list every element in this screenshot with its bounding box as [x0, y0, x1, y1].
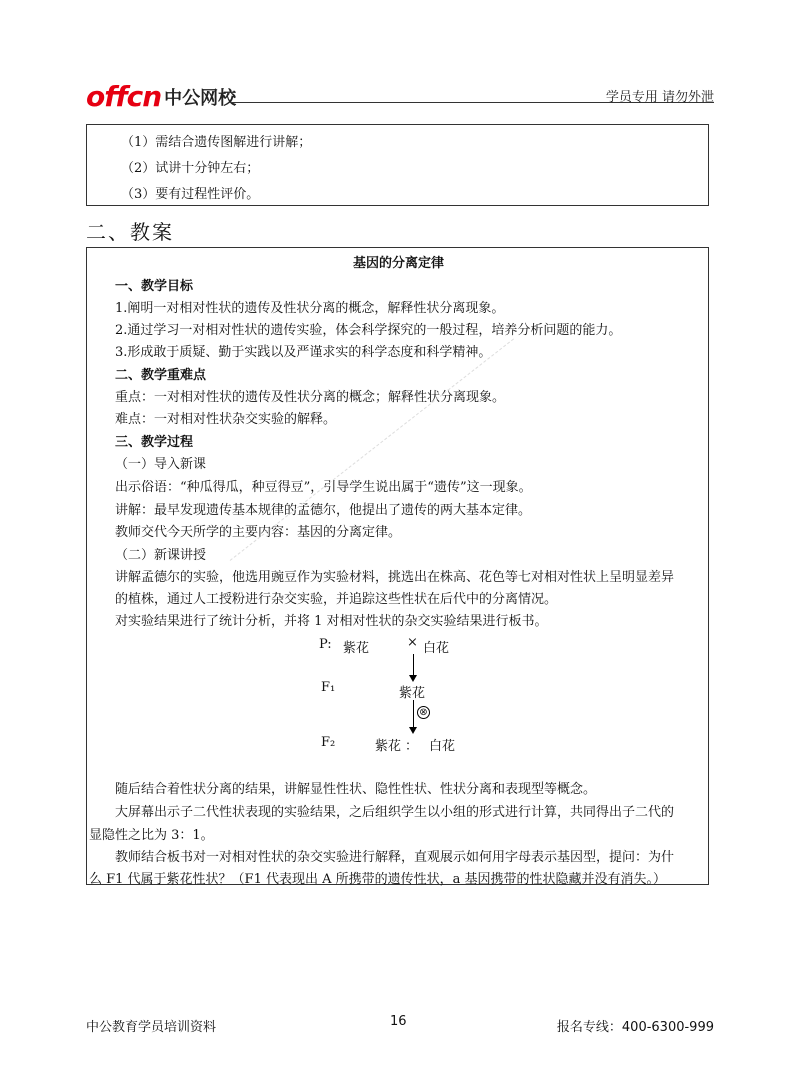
brand-logo	[86, 80, 236, 114]
p-label: P:	[319, 637, 332, 652]
lesson-plan-box	[86, 247, 709, 885]
f1-label: F₁	[321, 680, 336, 695]
selfing-arrow-head	[409, 727, 417, 734]
heading-process: 三、教学过程	[115, 435, 194, 450]
cross-arrow-head	[409, 675, 417, 682]
footer-hotline: 报名专线：400-6300-999	[556, 1020, 714, 1035]
requirement-item: （2）试讲十分钟左右；	[121, 161, 260, 176]
cross-symbol: ×	[407, 635, 418, 650]
footer-left: 中公教育学员培训资料	[86, 1020, 217, 1035]
f2-label: F₂	[321, 735, 336, 750]
requirement-item: （3）要有过程性评价。	[121, 187, 260, 202]
paragraph: 教师交代今天所学的主要内容：基因的分离定律。	[115, 525, 402, 540]
key-point: 重点：一对相对性状的遗传及性状分离的概念；解释性状分离现象。	[115, 390, 506, 405]
logo-text: offcn	[86, 80, 162, 113]
difficult-point: 难点：一对相对性状杂交实验的解释。	[115, 412, 337, 427]
heading-goals: 一、教学目标	[115, 279, 194, 294]
paragraph: 出示俗语：“种瓜得瓜，种豆得豆”，引导学生说出属于“遗传”这一现象。	[115, 480, 532, 495]
paragraph: 对实验结果进行了统计分析，并将 1 对相对性状的杂交实验结果进行板书。	[115, 614, 548, 629]
page-number: 16	[390, 1014, 407, 1029]
lesson-title: 基因的分离定律	[352, 256, 444, 271]
paragraph: 大屏幕出示子二代性状表现的实验结果，之后组织学生以小组的形式进行计算，共同得出子二代的	[115, 805, 675, 820]
header-notice: 学员专用 请勿外泄	[605, 90, 714, 105]
goal-item: 1.阐明一对相对性状的遗传及性状分离的概念，解释性状分离现象。	[115, 301, 505, 316]
cross-arrow-line	[413, 654, 414, 676]
subheading-intro: （一）导入新课	[115, 457, 207, 472]
paragraph: 讲解：最早发现遗传基本规律的孟德尔，他提出了遗传的两大基本定律。	[115, 503, 532, 518]
f1-purple: 紫花	[399, 686, 426, 701]
paragraph-continued: 的植株，通过人工授粉进行杂交实验，并追踪这些性状在后代中的分离情况。	[115, 592, 558, 607]
paragraph: 教师结合板书对一对相对性状的杂交实验进行解释，直观展示如何用字母表示基因型，提问：为什	[115, 850, 675, 865]
paragraph: 讲解孟德尔的实验，他选用豌豆作为实验材料，挑选出在株高、花色等七对相对性状上呈明显差异	[115, 570, 675, 585]
paragraph: 随后结合着性状分离的结果，讲解显性性状、隐性性状、性状分离和表现型等概念。	[115, 782, 597, 797]
requirement-item: （1）需结合遗传图解进行讲解；	[121, 135, 312, 150]
paragraph-continued: 显隐性之比为 3：1。	[89, 828, 214, 843]
selfing-symbol: ⊗	[417, 706, 430, 719]
parent-purple: 紫花	[343, 641, 370, 656]
goal-item: 3.形成敢于质疑、勤于实践以及严谨求实的科学态度和科学精神。	[115, 345, 492, 360]
goal-item: 2.通过学习一对相对性状的遗传实验，体会科学探究的一般过程，培养分析问题的能力。	[115, 323, 622, 338]
selfing-arrow-line	[413, 700, 414, 728]
logo-cn: 中公网校	[164, 87, 237, 109]
section-title: 二、教案	[86, 220, 174, 244]
parent-white: 白花	[423, 641, 450, 656]
paragraph-continued: 么 F1 代属于紫花性状？（F1 代表现出 A 所携带的遗传性状，a 基因携带的性状隐藏并没有消失。）	[89, 872, 667, 887]
heading-key-points: 二、教学重难点	[115, 368, 207, 383]
ratio-separator: ：	[405, 739, 419, 754]
subheading-new: （二）新课讲授	[115, 548, 207, 563]
requirements-box	[86, 124, 709, 206]
f2-purple: 紫花	[375, 739, 402, 754]
f2-white: 白花	[429, 739, 456, 754]
